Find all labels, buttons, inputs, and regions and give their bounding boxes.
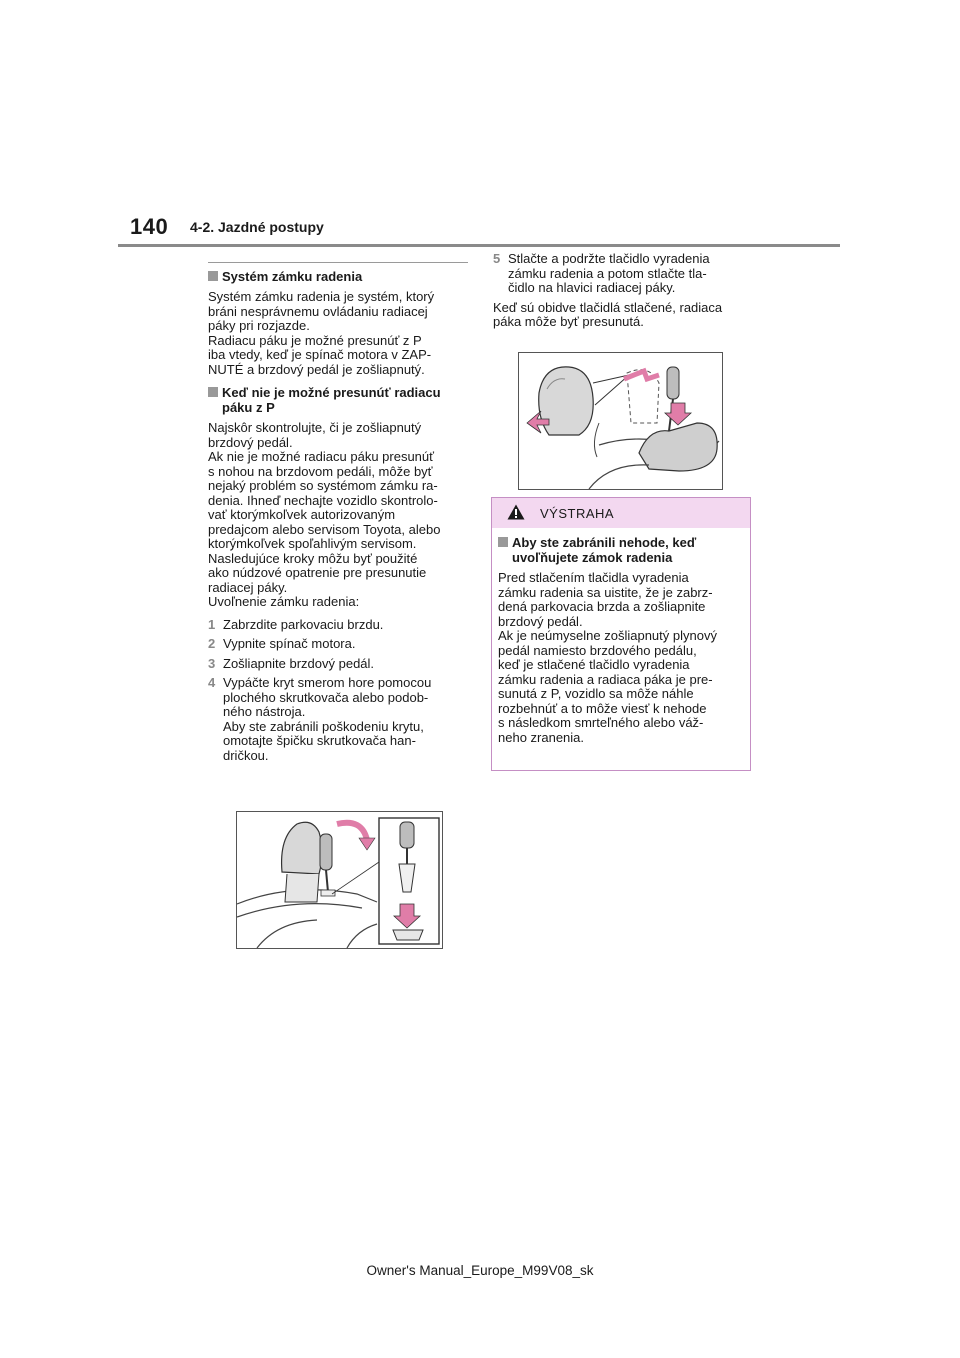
step-text: Vypáčte kryt smerom hore pomocou plochého skrutkovača alebo podob- ného nástroja. Aby ste zabránili poškodeniu krytu, omotajte špičku skrutkovača han- dričkou. [223,675,432,763]
square-bullet-icon [208,271,218,281]
step-text: Vypnite spínač motora. [223,636,356,651]
warning-box [491,497,751,771]
paragraph-cannot-shift: Najskôr skontrolujte, či je zošliapnutý brzdový pedál. Ak nie je možné radiacu páku presunúť s nohou na brzdovom pedáli, môže byť nejaký problém so systémom zámku ra- denia. Ihneď nechajte vozidlo skontrolo- vať ktorýmkoľvek autorizovaným predajcom alebo servisom Toyota, alebo ktorýmkoľvek spoľahlivým servisom. Nasledujúce kroky môžu byť použité ako núdzové opatrenie pre presunutie radiacej páky. Uvoľnenie zámku radenia: [208,420,441,609]
step-item [208,676,468,763]
warning-body [492,528,750,745]
right-column [493,252,751,338]
header-rule [118,244,840,247]
page-number: 140 [130,214,169,239]
step-number: 5 [493,251,501,266]
section-title: 4-2. Jazdné postupy [190,219,324,235]
warning-header [492,498,750,528]
square-bullet-icon [498,537,508,547]
warning-title: VÝSTRAHA [540,506,615,521]
warning-triangle-icon [507,504,525,520]
step-item [493,252,751,296]
heading-text: Keď nie je možné presunúť radiacu páku z P [222,385,441,415]
left-column [208,262,468,768]
footer-manual-id: Owner's Manual_Europe_M99V08_sk [366,1263,594,1278]
step-text: Zošliapnite brzdový pedál. [223,655,375,671]
illustration-pry-cover [236,811,443,949]
step-number: 2 [208,636,216,651]
heading-shift-lock-system [208,269,468,284]
illustration-press-buttons [518,352,723,490]
step-number: 4 [208,675,216,690]
step-item [208,618,468,633]
square-bullet-icon [208,387,218,397]
pry-cover-drawing [237,812,442,948]
warning-heading [498,535,744,565]
step-number: 3 [208,655,216,671]
heading-text: Systém zámku radenia [222,269,363,284]
heading-cannot-shift [208,385,468,415]
step-text: Zabrzdite parkovaciu brzdu. [223,616,384,632]
warning-text: Pred stlačením tlačidla vyradenia zámku radenia sa uistite, že je zabrz- dená parkovacia brzda a zošliapnite brzdový pedál. Ak je neúmyselne zošliapnutý plynový pedál namiesto brzdového pedálu, keď je stlačené tlačidlo vyradenia zámku radenia a radiaca páka je pre- sunutá z P, vozidlo sa môže náhle rozbehnúť a to môže viesť k nehode s následkom smrteľného alebo váž- neho zranenia. [498,570,717,745]
press-buttons-drawing [519,353,722,489]
warning-heading-text: Aby ste zabránili nehode, keď uvoľňujete zámok radenia [512,535,697,565]
section-divider [208,262,468,263]
paragraph-shift-lock-intro: Systém zámku radenia je systém, ktorý bráni nesprávnemu ovládaniu radiacej páky pri rozjazde. Radiacu páku je možné presunúť z P iba vtedy, keď je spínač motora v ZAP- NUTÉ a brzdový pedál je zošliapnutý. [208,289,435,377]
paragraph-both-pressed: Keď sú obidve tlačidlá stlačené, radiaca páka môže byť presunutá. [493,299,723,329]
step-item [208,657,468,672]
step-text: Stlačte a podržte tlačidlo vyradenia zámku radenia a potom stlačte tla- čidlo na hlavici radiacej páky. [508,251,710,295]
step-number: 1 [208,616,216,632]
step-item [208,637,468,652]
